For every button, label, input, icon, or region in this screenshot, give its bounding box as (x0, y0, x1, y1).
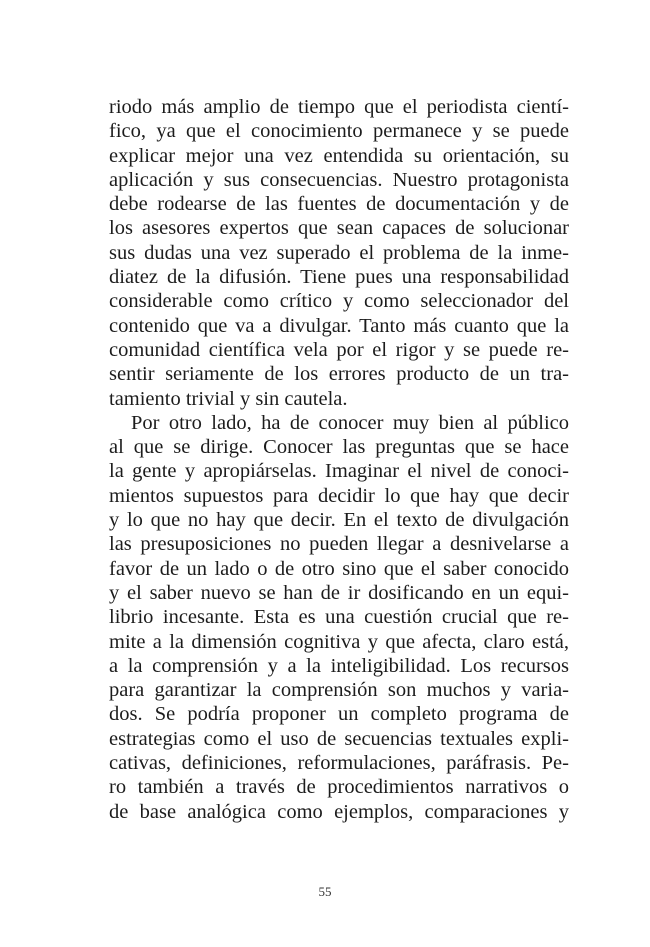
text-line: y el saber nuevo se han de ir dosificando en un equi- (109, 581, 569, 604)
text-line: fico, ya que el conocimiento permanece y se puede (109, 120, 569, 143)
text-line: considerable como crítico y como seleccionador del (109, 290, 569, 313)
text-line: y lo que no hay que decir. En el texto de divulgación (109, 509, 569, 532)
text-line: aplicación y sus consecuencias. Nuestro protagonista (109, 168, 569, 191)
text-line: a la comprensión y a la inteligibilidad. Los recursos (109, 654, 569, 677)
text-line: riodo más amplio de tiempo que el periodista cientí- (109, 96, 569, 118)
paragraph-2 (109, 411, 569, 824)
text-line: favor de un lado o de otro sino que el saber conocido (109, 557, 569, 580)
text-line: sentir seriamente de los errores producto de un tra- (109, 363, 569, 386)
text-line: contenido que va a divulgar. Tanto más cuanto que la (109, 314, 569, 337)
text-line: al que se dirige. Conocer las preguntas que se hace (109, 436, 569, 459)
text-line: debe rodearse de las fuentes de documentación y de (109, 193, 569, 216)
text-line: sus dudas una vez superado el problema de la inme- (109, 241, 569, 264)
text-line: cativas, definiciones, reformulaciones, paráfrasis. Pe- (109, 752, 569, 775)
paragraph-1 (109, 95, 569, 411)
text-line: diatez de la difusión. Tiene pues una responsabilidad (109, 266, 569, 289)
text-line: mite a la dimensión cognitiva y que afecta, claro está, (109, 630, 569, 653)
text-line: estrategias como el uso de secuencias textuales expli- (109, 727, 569, 750)
text-line: Por otro lado, ha de conocer muy bien al público (131, 411, 569, 434)
body-text (109, 95, 569, 824)
text-line: las presuposiciones no pueden llegar a desnivelarse a (109, 533, 569, 556)
text-line: mientos supuestos para decidir lo que hay que decir (109, 484, 569, 507)
page-number: 55 (318, 884, 332, 899)
text-line: ro también a través de procedimientos narrativos o (109, 776, 569, 799)
text-line: dos. Se podría proponer un completo programa de (109, 703, 569, 726)
text-line: comunidad científica vela por el rigor y se puede re- (109, 338, 569, 361)
text-line: librio incesante. Esta es una cuestión crucial que re- (109, 606, 569, 629)
text-line: los asesores expertos que sean capaces de solucionar (109, 217, 569, 240)
text-line: de base analógica como ejemplos, comparaciones y (109, 800, 569, 823)
text-line: la gente y apropiárselas. Imaginar el nivel de conoci- (109, 460, 569, 483)
text-line: para garantizar la comprensión son muchos y varia- (109, 679, 569, 702)
text-line: tamiento trivial y sin cautela. (109, 387, 348, 410)
text-line: explicar mejor una vez entendida su orientación, su (109, 144, 569, 167)
